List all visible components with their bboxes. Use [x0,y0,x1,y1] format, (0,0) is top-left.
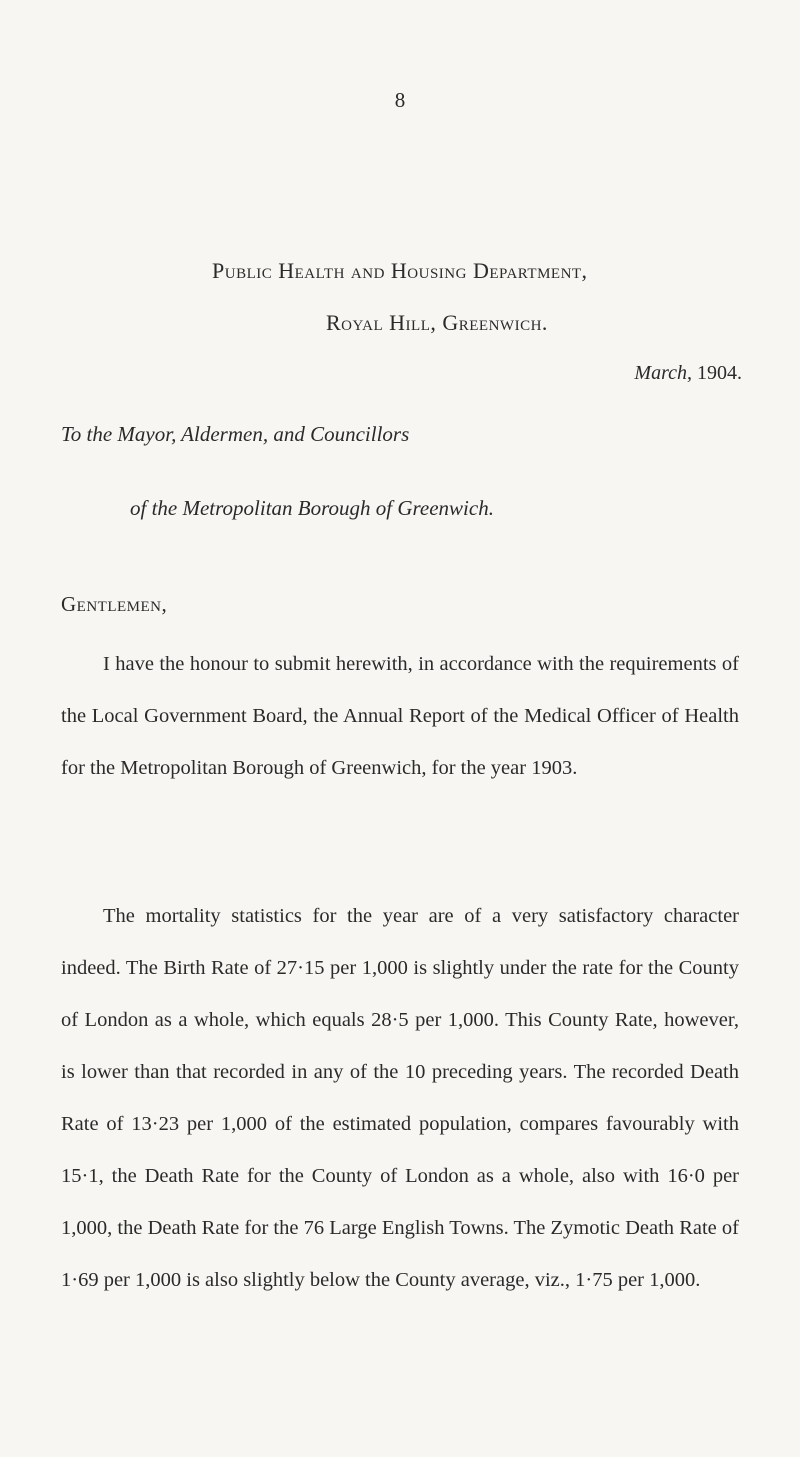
letter-date [634,362,742,385]
date-month: March, [634,362,692,384]
salutation: Gentlemen, [61,592,168,616]
addressee-line-1: To the Mayor, Aldermen, and Councillors [61,422,410,446]
paragraph-mortality-statistics: The mortality statistics for the year are of a very satisfactory character indeed. The Birth Rate of 27·15 per 1,000 is slightly under the rate for the County of London as a whole, which equals 28·5 per 1,000. This County Rate, however, is lower than that recorded in any of the 10 preceding years. The recorded Death Rate of 13·23 per 1,000 of the estimated population, compares favourably with 15·1, the Death Rate for the County of London as a whole, also with 16·0 per 1,000, the Death Rate for the 76 Large English Towns. The Zymotic Death Rate of 1·69 per 1,000 is also slightly below the County average, viz., 1·75 per 1,000. [61,905,739,1291]
paragraph-report-submission: I have the honour to submit herewith, in accordance with the requirements of the Local Government Board, the Annual Report of the Medical Officer of Health for the Metropolitan Borough of Greenwich, for the year 1903. [61,653,739,779]
department-address: Royal Hill, Greenwich. [326,310,548,335]
addressee-line-2: of the Metropolitan Borough of Greenwich. [130,496,494,520]
page-number: 8 [394,88,406,112]
department-heading: Public Health and Housing Department, [212,258,588,283]
date-year: 1904. [697,362,742,384]
